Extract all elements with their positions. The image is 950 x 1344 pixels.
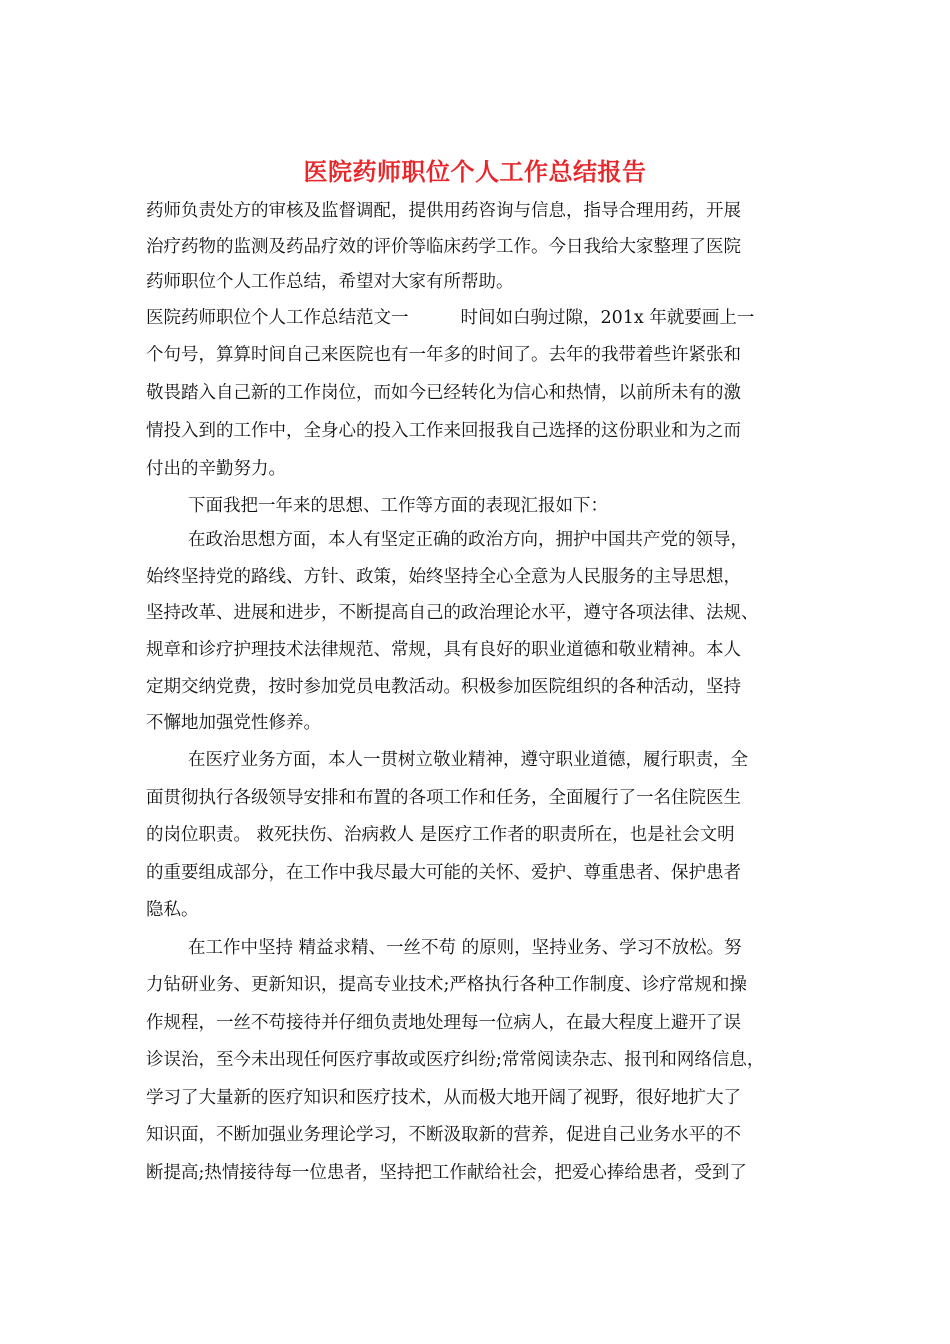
paragraph-line: 情投入到的工作中，全身心的投入工作来回报我自己选择的这份职业和为之而 [146, 421, 741, 441]
paragraph-line: 下面我把一年来的思想、工作等方面的表现汇报如下： [188, 496, 608, 516]
paragraph-line: 定期交纳党费，按时参加党员电教活动。积极参加医院组织的各种活动，坚持 [146, 677, 741, 697]
paragraph-line: 在工作中坚持 精益求精、一丝不苟 的原则，坚持业务、学习不放松。努 [188, 938, 742, 958]
section-heading: 医院药师职位个人工作总结范文一 [146, 308, 409, 328]
paragraph-line: 力钻研业务、更新知识，提高专业技术;严格执行各种工作制度、诊疗常规和操 [146, 975, 747, 995]
section-heading-line [146, 306, 754, 330]
paragraph-line: 知识面，不断加强业务理论学习，不断汲取新的营养，促进自己业务水平的不 [146, 1125, 741, 1145]
paragraph-line: 在医疗业务方面，本人一贯树立敬业精神，遵守职业道德，履行职责，全 [188, 750, 748, 770]
paragraph-line: 隐私。 [146, 900, 199, 920]
paragraph-line: 断提高;热情接待每一位患者，坚持把工作献给社会，把爱心捧给患者，受到了 [146, 1163, 747, 1183]
paragraph-line: 的重要组成部分，在工作中我尽最大可能的关怀、爱护、尊重患者、保护患者 [146, 863, 741, 883]
paragraph-line: 坚持改革、进展和进步，不断提高自己的政治理论水平，遵守各项法律、法规、 [146, 603, 759, 623]
paragraph-line: 付出的辛勤努力。 [146, 459, 286, 479]
paragraph-line: 规章和诊疗护理技术法律规范、常规，具有良好的职业道德和敬业精神。本人 [146, 640, 741, 660]
paragraph-line: 面贯彻执行各级领导安排和布置的各项工作和任务，全面履行了一名住院医生 [146, 788, 741, 808]
paragraph-line: 个句号，算算时间自己来医院也有一年多的时间了。去年的我带着些许紧张和 [146, 345, 741, 365]
paragraph-line: 诊误治，至今未出现任何医疗事故或医疗纠纷;常常阅读杂志、报刊和网络信息， [146, 1050, 765, 1070]
paragraph-text: 时间如白驹过隙，201x 年就要画上一 [460, 308, 755, 328]
document-title: 医院药师职位个人工作总结报告 [303, 157, 647, 186]
paragraph-line: 作规程，一丝不苟接待并仔细负责地处理每一位病人，在最大程度上避开了误 [146, 1013, 741, 1033]
paragraph-line: 始终坚持党的路线、方针、政策，始终坚持全心全意为人民服务的主导思想， [146, 567, 741, 587]
paragraph-line: 敬畏踏入自己新的工作岗位，而如今已经转化为信心和热情，以前所未有的激 [146, 383, 741, 403]
paragraph-line: 不懈地加强党性修养。 [146, 713, 321, 733]
paragraph-line: 药师负责处方的审核及监督调配，提供用药咨询与信息，指导合理用药，开展 [146, 201, 741, 221]
paragraph-line: 药师职位个人工作总结，希望对大家有所帮助。 [146, 272, 514, 292]
paragraph-line: 在政治思想方面，本人有坚定正确的政治方向，拥护中国共产党的领导， [188, 530, 748, 550]
paragraph-line: 治疗药物的监测及药品疗效的评价等临床药学工作。今日我给大家整理了医院 [146, 237, 741, 257]
paragraph-line: 学习了大量新的医疗知识和医疗技术，从而极大地开阔了视野，很好地扩大了 [146, 1088, 741, 1108]
paragraph-line: 的岗位职责。 救死扶伤、治病救人 是医疗工作者的职责所在，也是社会文明 [146, 825, 735, 845]
